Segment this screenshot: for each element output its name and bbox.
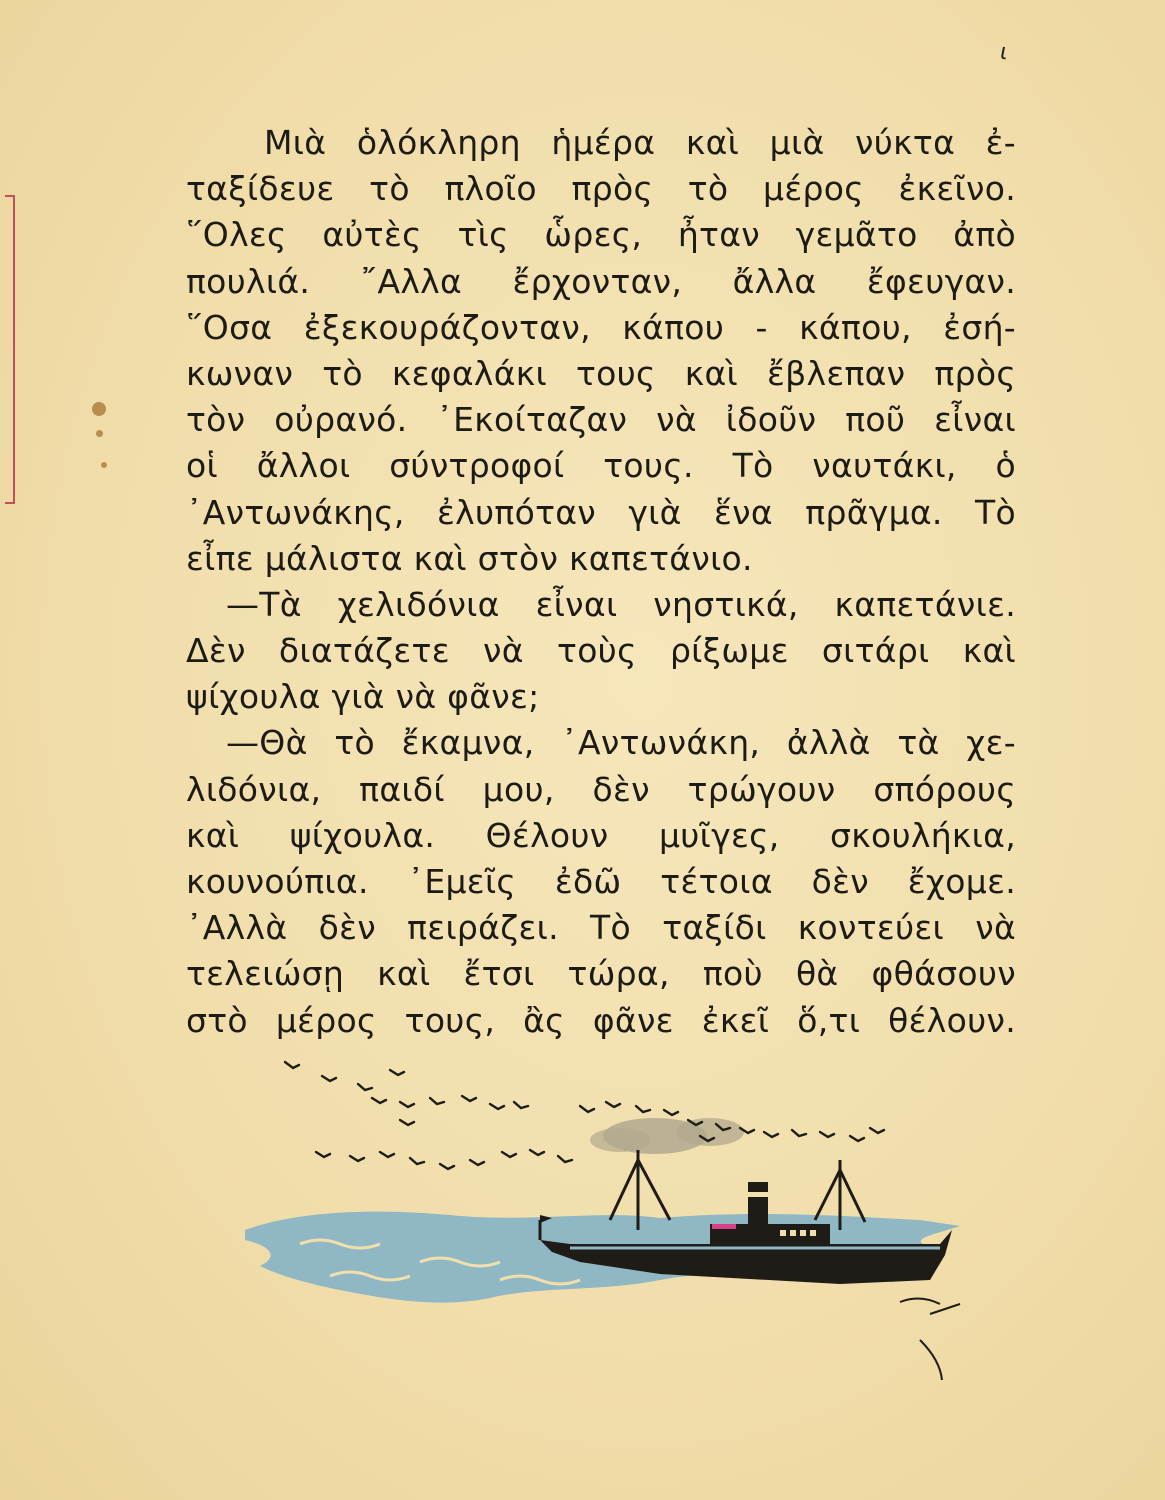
text-line: ᾿Αντωνάκης, ἐλυπόταν γιὰ ἕνα πρᾶγμα. Τὸ: [186, 492, 1016, 532]
bow-spray: [900, 1298, 960, 1380]
text-line: καὶ ψίχουλα. Θέλουν μυῖγες, σκουλήκια,: [186, 815, 1016, 855]
text-line: τελειώσῃ καὶ ἔτσι τώρα, ποὺ θὰ φθάσουν: [186, 954, 1016, 994]
text-line: οἱ ἄλλοι σύντροφοί τους. Τὸ ναυτάκι, ὁ: [186, 446, 1016, 486]
text-line: Μιὰ ὁλόκληρη ἡμέρα καὶ μιὰ νύκτα ἐ-: [264, 123, 1016, 162]
ship-funnel: [748, 1182, 768, 1226]
cabin-accent: [712, 1224, 736, 1229]
paper-speck: [101, 462, 107, 468]
text-line: Δὲν διατάζετε νὰ τοὺς ρίξωμε σιτάρι καὶ: [186, 631, 1016, 671]
story-text: [186, 120, 1016, 1044]
paper-speck: [96, 430, 103, 437]
text-line: πουλιά. ῎Αλλα ἔρχονταν, ἄλλα ἔφευγαν.: [186, 261, 1016, 301]
text-line: εἶπε μάλιστα καὶ στὸν καπετάνιο.: [186, 538, 753, 578]
smoke-cloud: [676, 1118, 744, 1146]
text-line: κουνούπια. ᾿Εμεῖς ἐδῶ τέτοια δὲν ἔχομε.: [186, 862, 1016, 901]
text-line: ῞Οσα ἐξεκουράζονταν, κάπου - κάπου, ἐσή-: [186, 307, 1016, 347]
flock-of-swallows: [285, 1062, 884, 1169]
text-line: ᾿Αλλὰ δὲν πειράζει. Τὸ ταξίδι κοντεύει νὰ: [186, 908, 1016, 948]
page-mark: ι: [1000, 40, 1008, 65]
ship-illustration: [240, 1040, 980, 1400]
text-line: ῞Ολες αὐτὲς τὶς ὧρες, ἦταν γεμᾶτο ἀπὸ: [186, 215, 1016, 255]
text-line: λιδόνια, παιδί μου, δὲν τρώγουν σπόρους: [186, 769, 1016, 809]
text-line: ψίχουλα γιὰ νὰ φᾶνε;: [186, 677, 540, 717]
paper-speck: [92, 402, 106, 416]
funnel-band: [748, 1192, 768, 1197]
dialogue-line: —Τὰ χελιδόνια εἶναι νηστικά, καπετάνιε.: [226, 584, 1016, 624]
text-line: τὸν οὐρανό. ᾿Εκοίταζαν νὰ ἰδοῦν ποῦ εἶναι: [186, 400, 1016, 440]
margin-binding-mark: [5, 195, 15, 504]
text-line: στὸ μέρος τους, ἂς φᾶνε ἐκεῖ ὅ,τι θέλουν.: [186, 1000, 1016, 1040]
smoke-cloud: [590, 1128, 650, 1152]
dialogue-line: —Θὰ τὸ ἔκαμνα, ᾿Αντωνάκη, ἀλλὰ τὰ χε-: [226, 723, 1016, 763]
text-line: ταξίδευε τὸ πλοῖο πρὸς τὸ μέρος ἐκεῖνο.: [186, 169, 1016, 209]
text-line: κωναν τὸ κεφαλάκι τους καὶ ἔβλεπαν πρὸς: [186, 353, 1016, 393]
